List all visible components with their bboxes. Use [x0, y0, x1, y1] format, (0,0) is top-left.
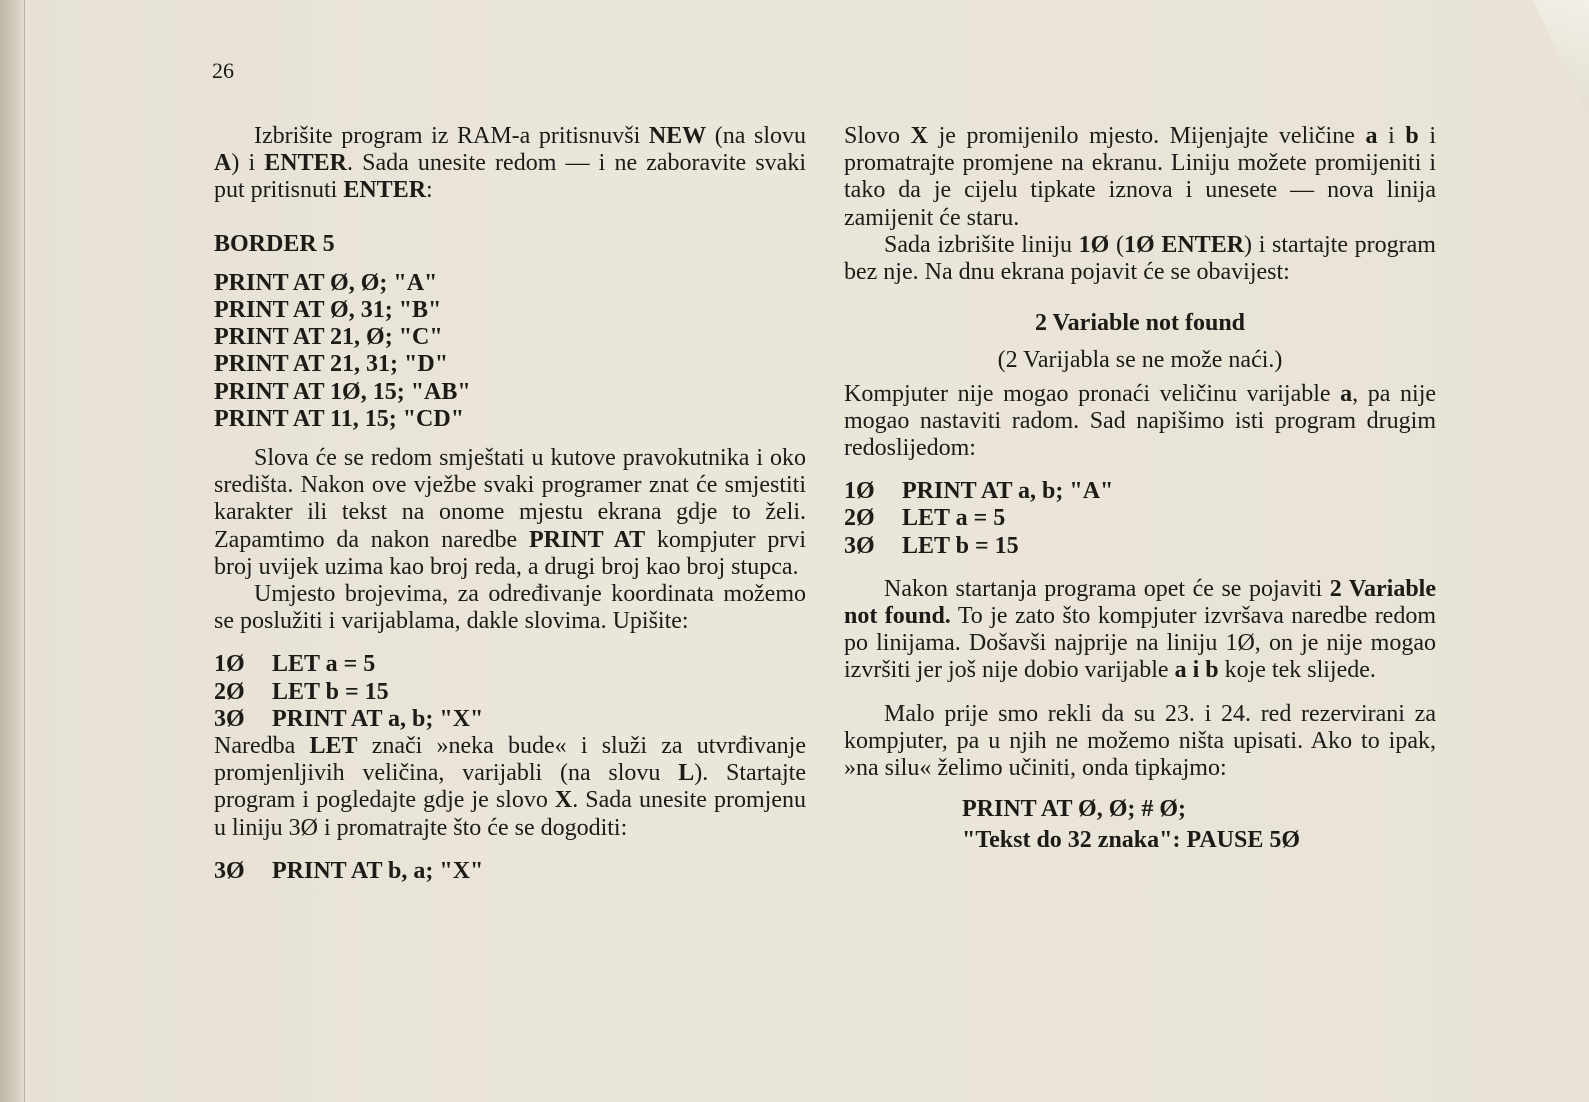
left-paragraph-4: Naredba LET znači »neka bude« i služi za utvrđivanje promjenljivih veličina, varijabli (na slovu L). Startajte program i pogledajte gdje je slovo X. Sada unesite promjenu u liniju 3Ø i promatrajte što će se dogoditi: — [214, 733, 806, 841]
error-message: 2 Variable not found — [1034, 310, 1246, 337]
code-line: 2Ø LET a = 5 — [844, 505, 1006, 532]
code-line-30: 3Ø PRINT AT b, a; "X" — [214, 857, 484, 884]
code-print-at-block — [214, 270, 806, 433]
code-tekst-pause — [844, 827, 1436, 854]
right-paragraph-1: Slovo X je promijenilo mjesto. Mijenjajte veličine a i b i promatrajte promjene na ekranu. Liniju možete promijeniti i tako da je cijelu tipkate iznova i unesete — nova linija zamijenit će staru. — [844, 123, 1437, 231]
left-paragraph-2: Slova će se redom smještati u kutove pravokutnika i oko središta. Nakon ove vježbe svaki programer znat će smjestiti karakter ili tekst na onome mjestu ekrana gdje to želi. Zapamtimo da nakon naredbe PRINT AT kompjuter prvi broj uvijek uzima kao broj reda, a drugi broj kao broj stupca. — [214, 445, 806, 580]
code-reordered-block — [844, 478, 1436, 560]
right-paragraph-2: Sada izbrišite liniju 1Ø (1Ø ENTER) i startajte program bez nje. Na dnu ekrana pojavit će se obavijest: — [844, 231, 1436, 286]
code-line: PRINT AT Ø, Ø; # Ø; — [962, 796, 1187, 823]
code-line: PRINT AT 21, 31; "D" — [214, 351, 449, 378]
code-let-block — [214, 651, 806, 733]
code-line: "Tekst do 32 znaka": PAUSE 5Ø — [962, 827, 1301, 854]
code-line: PRINT AT 1Ø, 15; "AB" — [214, 378, 471, 405]
code-border: BORDER 5 — [214, 230, 335, 257]
page-binding — [0, 0, 25, 1102]
code-line: PRINT AT 21, Ø; "C" — [214, 324, 443, 351]
right-paragraph-5: Malo prije smo rekli da su 23. i 24. red rezervirani za kompjuter, pa u njih ne možemo ništa upisati. Ako to ipak, »na silu« želimo učiniti, onda tipkajmo: — [844, 700, 1436, 782]
page-corner-fold — [1519, 0, 1589, 120]
code-line: PRINT AT 11, 15; "CD" — [214, 405, 465, 432]
left-paragraph-3: Umjesto brojevima, za određivanje koordinata možemo se poslužiti i varijablama, dakle slovima. Upišite: — [214, 581, 806, 635]
code-line: PRINT AT Ø, 31; "B" — [214, 297, 442, 324]
code-line: 2Ø LET b = 15 — [214, 678, 389, 705]
code-line: 3Ø PRINT AT a, b; "X" — [214, 705, 484, 732]
error-message-translation: (2 Varijabla se ne može naći.) — [997, 347, 1283, 374]
right-paragraph-3: Kompjuter nije mogao pronaći veličinu varijable a, pa nije mogao nastaviti radom. Sad napišimo isti program drugim redoslijedom: — [844, 380, 1437, 462]
code-line: PRINT AT Ø, Ø; "A" — [214, 269, 438, 296]
page-number: 26 — [212, 58, 234, 83]
left-column — [214, 123, 806, 885]
code-print-at-hash — [844, 796, 1436, 823]
code-line: 1Ø LET a = 5 — [214, 651, 376, 678]
code-line: 3Ø LET b = 15 — [844, 532, 1019, 559]
right-column — [844, 123, 1436, 855]
left-paragraph-1: Izbrišite program iz RAM-a pritisnuvši NEW (na slovu A) i ENTER. Sada unesite redom — i ne zaboravite svaki put pritisnuti ENTER: — [214, 123, 806, 204]
code-line: 1Ø PRINT AT a, b; "A" — [844, 478, 1114, 505]
right-paragraph-4: Nakon startanja programa opet će se pojaviti 2 Variable not found. To je zato što kompjuter izvršava naredbe redom po linijama. Došavši najprije na liniju 1Ø, on je nije mogao izvršiti jer još nije dobio varijable a i b koje tek slijede. — [844, 575, 1437, 684]
